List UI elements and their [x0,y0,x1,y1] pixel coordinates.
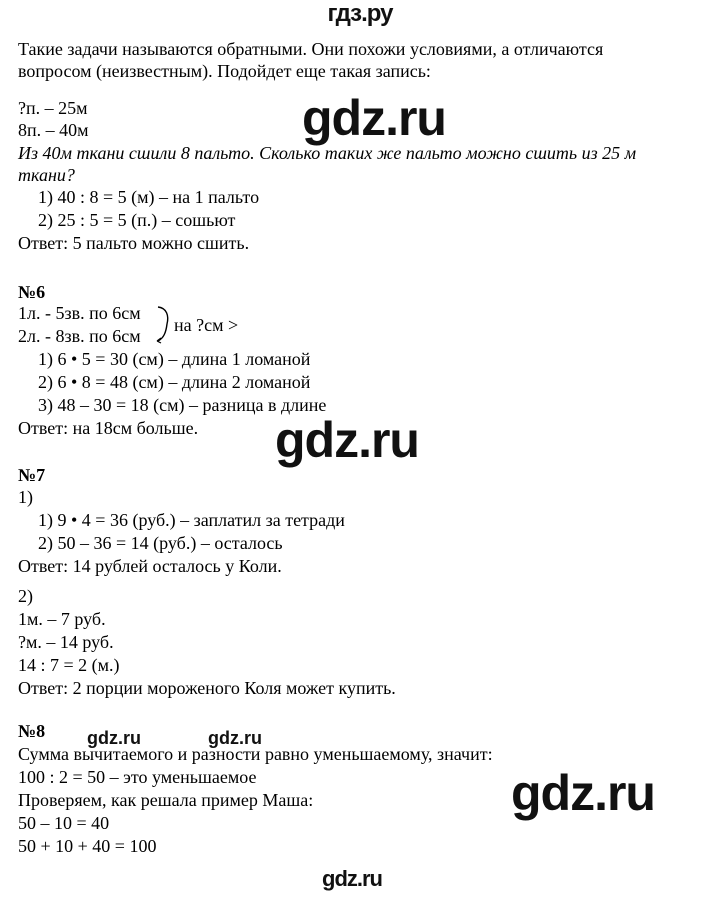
n6-brace-label: на ?см > [174,315,239,335]
n6-condition-2: 2л. - 8зв. по 6см [18,326,141,346]
intro-step-1: 1) 40 : 8 = 5 (м) – на 1 пальто [38,187,260,207]
watermark-small-2: gdz.ru [208,728,262,748]
n6-step-1: 1) 6 • 5 = 30 (см) – длина 1 ломаной [38,349,311,369]
intro-line-1: Такие задачи называются обратными. Они похожи условиями, а отличаются [18,39,604,59]
intro-condition-1: ?п. – 25м [18,98,88,118]
n6-condition-1: 1л. - 5зв. по 6см [18,303,141,323]
n7-step-1: 1) 9 • 4 = 36 (руб.) – заплатил за тетради [38,510,345,530]
n8-line-2: 100 : 2 = 50 – это уменьшаемое [18,767,257,787]
n8-line-4: 50 – 10 = 40 [18,813,110,833]
n7-step-2: 2) 50 – 36 = 14 (руб.) – осталось [38,533,283,553]
intro-line-2: вопросом (неизвестным). Подойдет еще такая запись: [18,61,431,81]
n7-heading: №7 [18,465,46,485]
watermark-big-1: gdz.ru [302,90,446,146]
footer-watermark: gdz.ru [322,866,382,891]
intro-task-line-2: ткани? [18,165,75,185]
n8-heading: №8 [18,721,46,741]
n7-condition-1: 1м. – 7 руб. [18,609,106,629]
n6-step-2: 2) 6 • 8 = 48 (см) – длина 2 ломаной [38,372,311,392]
n7-calculation: 14 : 7 = 2 (м.) [18,655,120,675]
watermark-big-2: gdz.ru [275,412,419,468]
n7-part-1: 1) [18,487,33,507]
n6-answer: Ответ: на 18см больше. [18,418,199,438]
n8-line-5: 50 + 10 + 40 = 100 [18,836,157,856]
intro-task-line-1: Из 40м ткани сшили 8 пальто. Сколько таких же пальто можно сшить из 25 м [18,143,637,163]
watermark-small-1: gdz.ru [87,728,141,748]
n8-line-3: Проверяем, как решала пример Маша: [18,790,314,810]
n7-part-2: 2) [18,586,33,606]
intro-step-2: 2) 25 : 5 = 5 (п.) – сошьют [38,210,236,230]
intro-condition-2: 8п. – 40м [18,120,89,140]
n7-answer-1: Ответ: 14 рублей осталось у Коли. [18,556,282,576]
header-watermark: гдз.ру [327,0,393,27]
n7-answer-2: Ответ: 2 порции мороженого Коля может купить. [18,678,396,698]
curved-brace-icon [155,302,175,346]
intro-answer: Ответ: 5 пальто можно сшить. [18,233,250,253]
n6-heading: №6 [18,282,46,302]
n6-step-3: 3) 48 – 30 = 18 (см) – разница в длине [38,395,327,415]
watermark-big-3: gdz.ru [511,765,655,821]
n8-line-1: Сумма вычитаемого и разности равно уменьшаемому, значит: [18,744,493,764]
n7-condition-2: ?м. – 14 руб. [18,632,114,652]
